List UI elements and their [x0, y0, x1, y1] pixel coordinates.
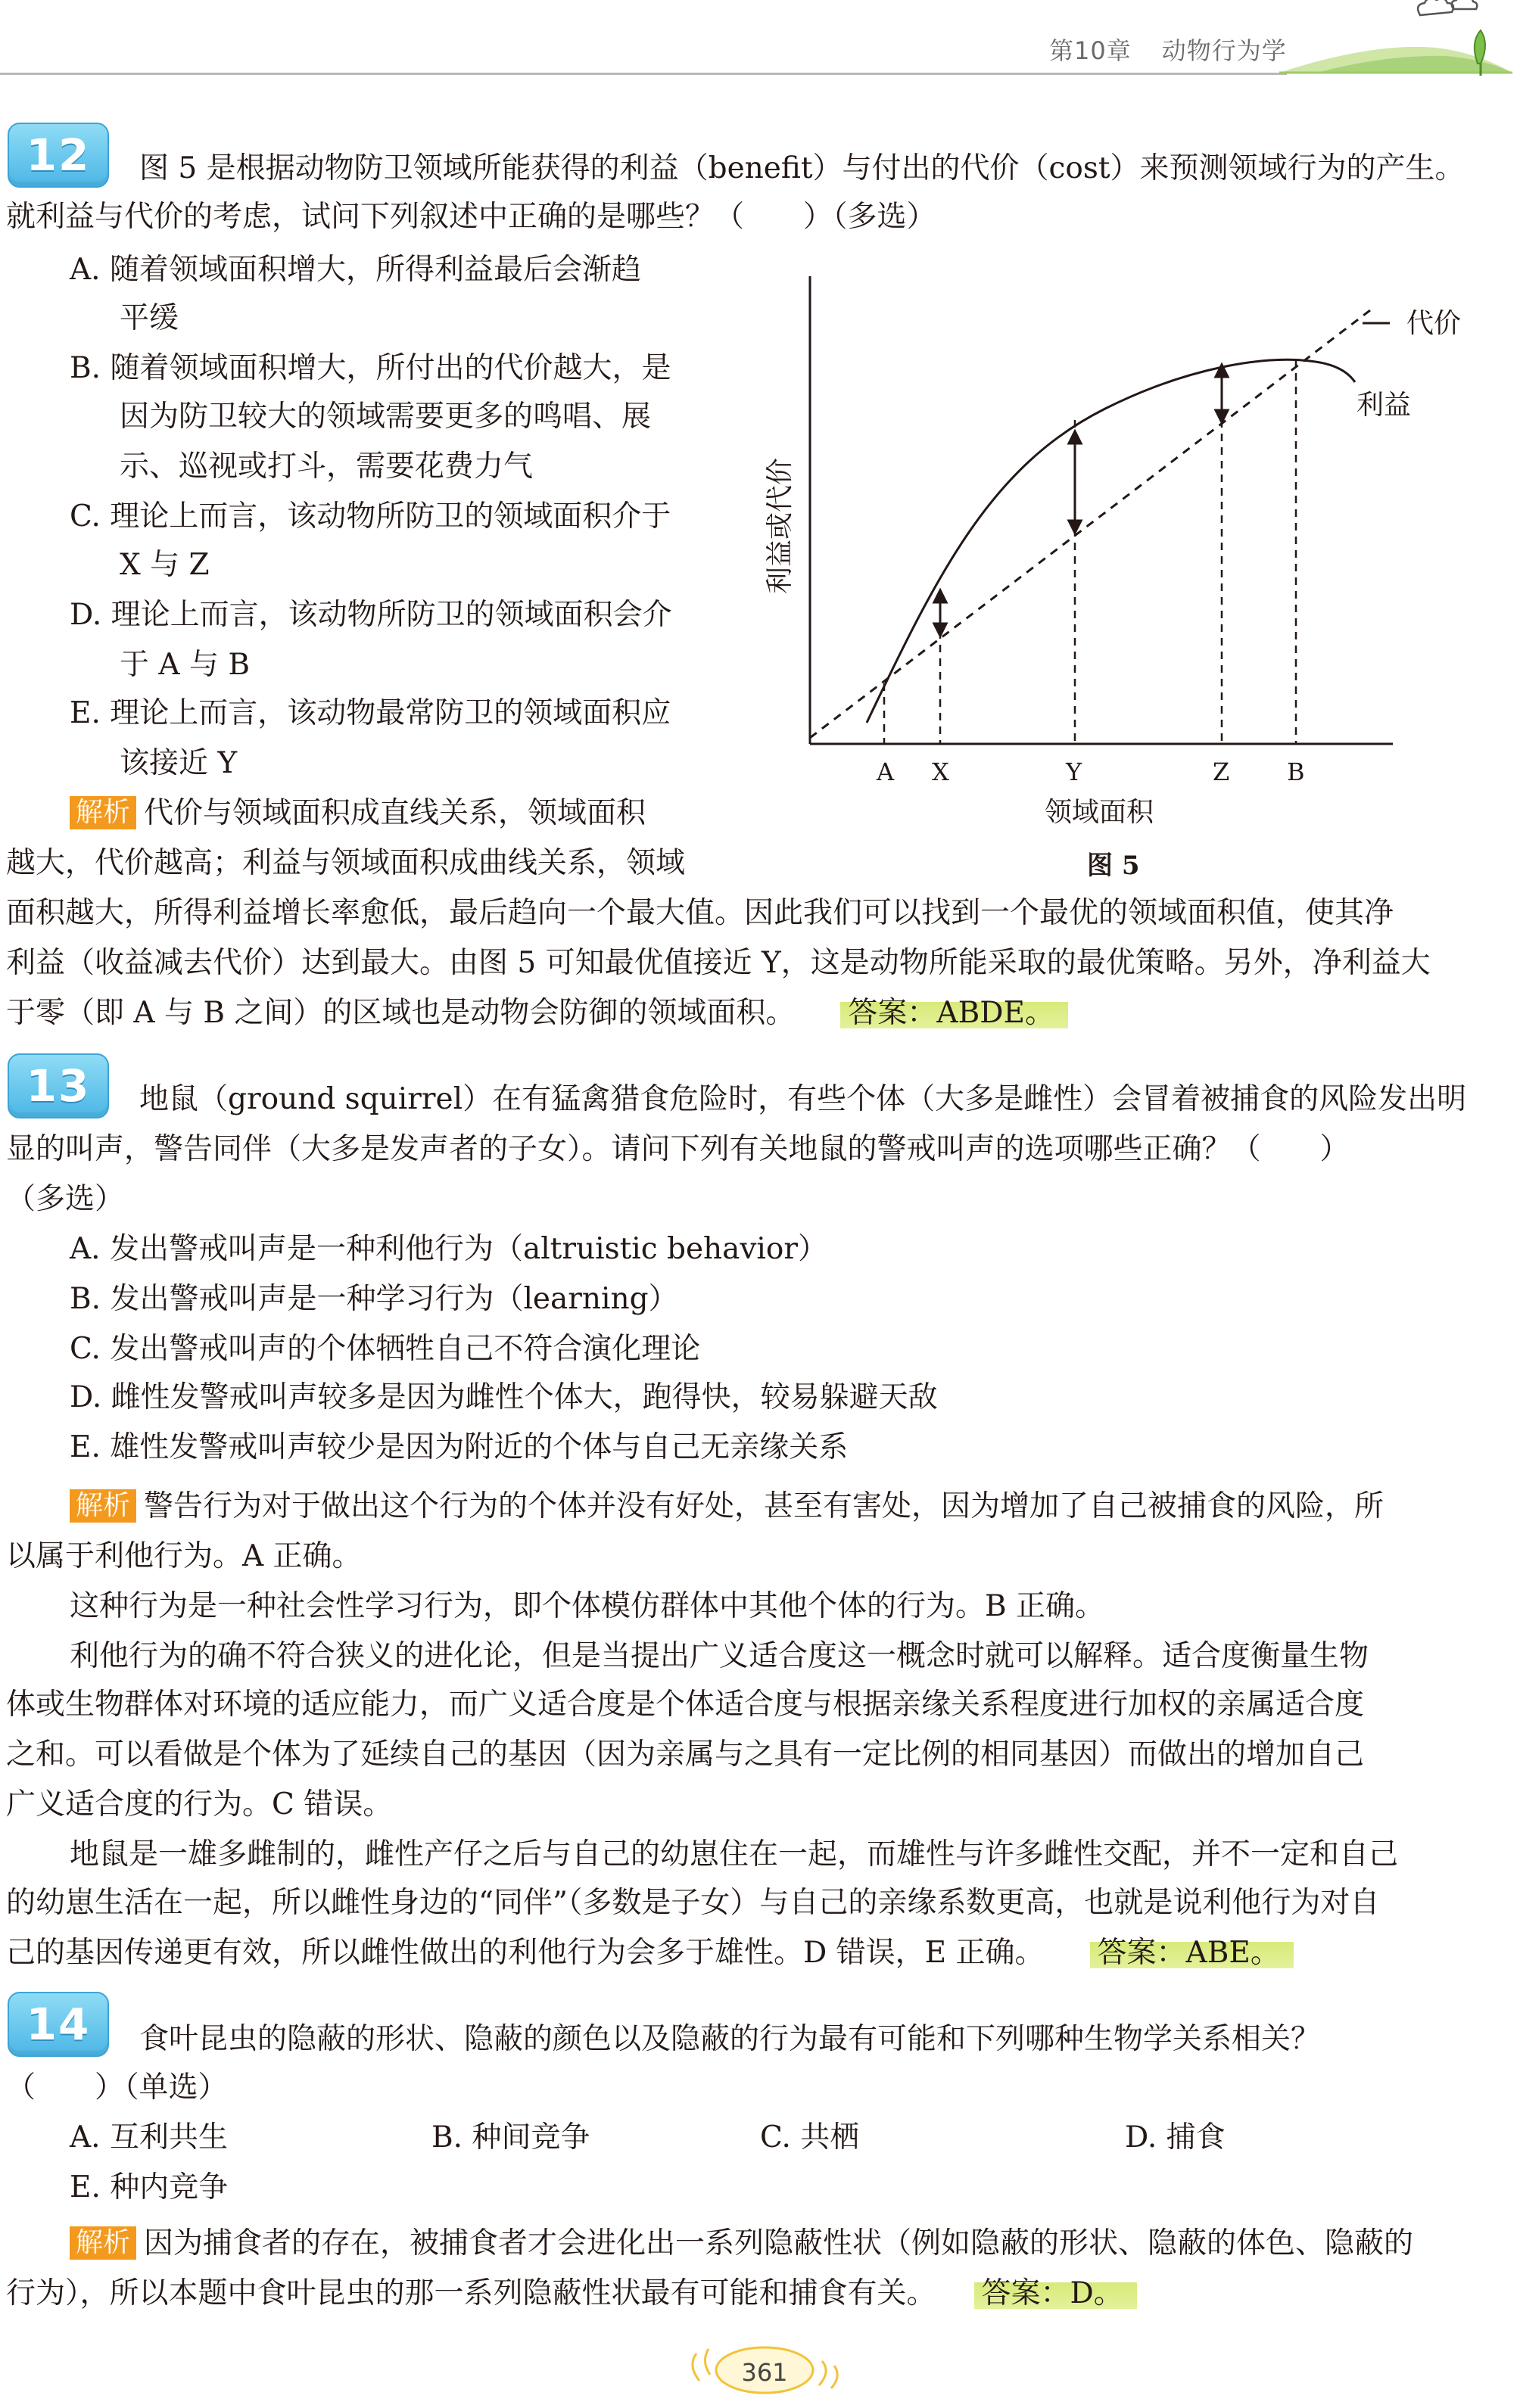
q13-analysis-line-3: 这种行为是一种社会性学习行为，即个体模仿群体中其他个体的行为。B 正确。: [70, 1589, 1105, 1623]
q14-answer: 答案：D。: [974, 2275, 1137, 2313]
q13-analysis-line-10: 己的基因传递更有效，所以雌性做出的利他行为会多于雄性。D 错误，E 正确。 答案：ABE。: [6, 1934, 1294, 1972]
q14-option-d: D. 捕食: [1125, 2120, 1226, 2154]
q12-stem-line-2: 就利益与代价的考虑，试问下列叙述中正确的是哪些？（ ）（多选）: [6, 200, 936, 234]
page-footer: [666, 2331, 863, 2402]
analysis-tag: 解析: [70, 2226, 136, 2260]
hill-cloud-decoration: [1272, 0, 1520, 83]
q14-analysis-line-2: 行为），所以本题中食叶昆虫的那一系列隐蔽性状最有可能和捕食有关。 答案：D。: [6, 2275, 1137, 2313]
q14-stem-line-1: 食叶昆虫的隐蔽的形状、隐蔽的颜色以及隐蔽的行为最有可能和下列哪种生物学关系相关？: [139, 2022, 1321, 2056]
q13-analysis-line-9: 的幼崽生活在一起，所以雌性身边的“同伴”（多数是子女）与自己的亲缘系数更高，也就是说利他行为对自: [6, 1886, 1380, 1920]
analysis-tag: 解析: [70, 796, 136, 829]
q12-option-d-cont: 于 A 与 B: [120, 648, 251, 682]
question-13-badge: 13: [8, 1053, 109, 1118]
q13-analysis-line-5: 体或生物群体对环境的适应能力，而广义适合度是个体适合度与根据亲缘关系程度进行加权的亲属适合度: [6, 1688, 1365, 1722]
q12-option-a: A. 随着领域面积增大，所得利益最后会渐趋: [70, 253, 641, 287]
q13-stem-line-3: （多选）: [6, 1182, 125, 1216]
q13-answer: 答案：ABE。: [1090, 1934, 1294, 1972]
question-14-badge: 14: [8, 1992, 109, 2057]
tick-label-a: A: [877, 758, 895, 786]
q12-option-c: C. 理论上而言，该动物所防卫的领域面积介于: [70, 499, 671, 534]
running-head: [1049, 32, 1287, 67]
q12-option-d: D. 理论上而言，该动物所防卫的领域面积会介: [70, 598, 672, 632]
legend-benefit-label: 利益: [1356, 390, 1412, 421]
q13-analysis-line-1: 解析 警告行为对于做出这个行为的个体并没有好处，甚至有害处，因为增加了自己被捕食的风险，所: [70, 1488, 1384, 1526]
q12-option-b-cont-1: 因为防卫较大的领域需要更多的鸣唱、展: [120, 400, 652, 434]
page-number: 361: [741, 2358, 788, 2387]
x-axis-label: 领域面积: [1045, 797, 1154, 828]
page-header: [0, 0, 1520, 83]
benefit-curve: [867, 359, 1355, 723]
tick-label-x: X: [932, 758, 949, 786]
q14-option-a: A. 互利共生: [70, 2120, 228, 2154]
q13-stem-line-1: 地鼠（ground squirrel）在有猛禽猎食危险时，有些个体（大多是雌性）会冒着被捕食的风险发出明: [139, 1082, 1467, 1116]
q13-option-e: E. 雄性发警戒叫声较少是因为附近的个体与自己无亲缘关系: [70, 1430, 849, 1464]
q14-stem-line-2: （ ）（单选）: [6, 2070, 228, 2105]
legend-cost-label: 代价: [1406, 308, 1462, 339]
analysis-tag: 解析: [70, 1489, 136, 1523]
q13-analysis-line-7: 广义适合度的行为。C 错误。: [6, 1787, 393, 1822]
tick-label-b: B: [1287, 758, 1305, 786]
q13-option-b: B. 发出警戒叫声是一种学习行为（learning）: [70, 1282, 678, 1316]
y-axis-label: 利益或代价: [765, 457, 796, 594]
q13-analysis-line-2: 以属于利他行为。A 正确。: [6, 1539, 362, 1573]
q12-stem-line-1: 图 5 是根据动物防卫领域所能获得的利益（benefit）与付出的代价（cost）来预测领域行为的产生。: [139, 151, 1465, 185]
figure-5-chart: [765, 269, 1462, 889]
tick-label-y: Y: [1066, 758, 1082, 786]
q14-option-c: C. 共栖: [760, 2120, 860, 2154]
cost-line: [810, 310, 1370, 738]
q12-option-e: E. 理论上而言，该动物最常防卫的领域面积应: [70, 696, 671, 730]
q12-analysis-line-4: 利益（收益减去代价）达到最大。由图 5 可知最优值接近 Y，这是动物所能采取的最优策略。另外，净利益大: [6, 946, 1431, 980]
q14-option-e: E. 种内竞争: [70, 2170, 229, 2204]
chapter-number: 第10章: [1049, 36, 1132, 65]
question-12-badge: 12: [8, 123, 109, 188]
q14-analysis-line-1: 解析 因为捕食者的存在，被捕食者才会进化出一系列隐蔽性状（例如隐蔽的形状、隐蔽的体色、隐蔽的: [70, 2225, 1413, 2263]
q13-option-d: D. 雌性发警戒叫声较多是因为雌性个体大，跑得快，较易躲避天敌: [70, 1380, 938, 1414]
q13-analysis-line-4: 利他行为的确不符合狭义的进化论，但是当提出广义适合度这一概念时就可以解释。适合度衡量生物: [70, 1639, 1369, 1673]
q12-option-a-cont: 平缓: [120, 301, 179, 335]
q12-answer: 答案：ABDE。: [840, 994, 1068, 1032]
figure-caption: 图 5: [1087, 851, 1140, 881]
q12-option-e-cont: 该接近 Y: [120, 746, 238, 780]
q12-analysis-line-1: 解析 代价与领域面积成直线关系，领域面积: [70, 795, 646, 832]
header-rule: [0, 73, 1287, 75]
q12-option-b-cont-2: 示、巡视或打斗，需要花费力气: [120, 450, 534, 484]
q13-analysis-line-6: 之和。可以看做是个体为了延续自己的基因（因为亲属与之具有一定比例的相同基因）而做出的增加自己: [6, 1738, 1365, 1772]
tick-label-z: Z: [1213, 758, 1230, 786]
q14-option-b: B. 种间竞争: [431, 2120, 590, 2154]
q13-stem-line-2: 显的叫声，警告同伴（大多是发声者的子女）。请问下列有关地鼠的警戒叫声的选项哪些正确？（ ）: [6, 1132, 1350, 1166]
q13-option-a: A. 发出警戒叫声是一种利他行为（altruistic behavior）: [70, 1232, 828, 1266]
q13-option-c: C. 发出警戒叫声的个体牺牲自己不符合演化理论: [70, 1332, 701, 1366]
q12-analysis-line-5: 于零（即 A 与 B 之间）的区域也是动物会防御的领域面积。 答案：ABDE。: [6, 994, 1068, 1032]
q12-option-b: B. 随着领域面积增大，所付出的代价越大，是: [70, 351, 671, 385]
q13-analysis-line-8: 地鼠是一雄多雌制的，雌性产仔之后与自己的幼崽住在一起，而雄性与许多雌性交配，并不一定和自己: [70, 1837, 1399, 1871]
q12-option-c-cont: X 与 Z: [120, 548, 210, 582]
chapter-title: 动物行为学: [1161, 36, 1287, 65]
q12-analysis-line-2: 越大，代价越高；利益与领域面积成曲线关系，领域: [6, 846, 686, 880]
q12-analysis-line-3: 面积越大，所得利益增长率愈低，最后趋向一个最大值。因此我们可以找到一个最优的领域面积值，使其净: [6, 896, 1394, 930]
